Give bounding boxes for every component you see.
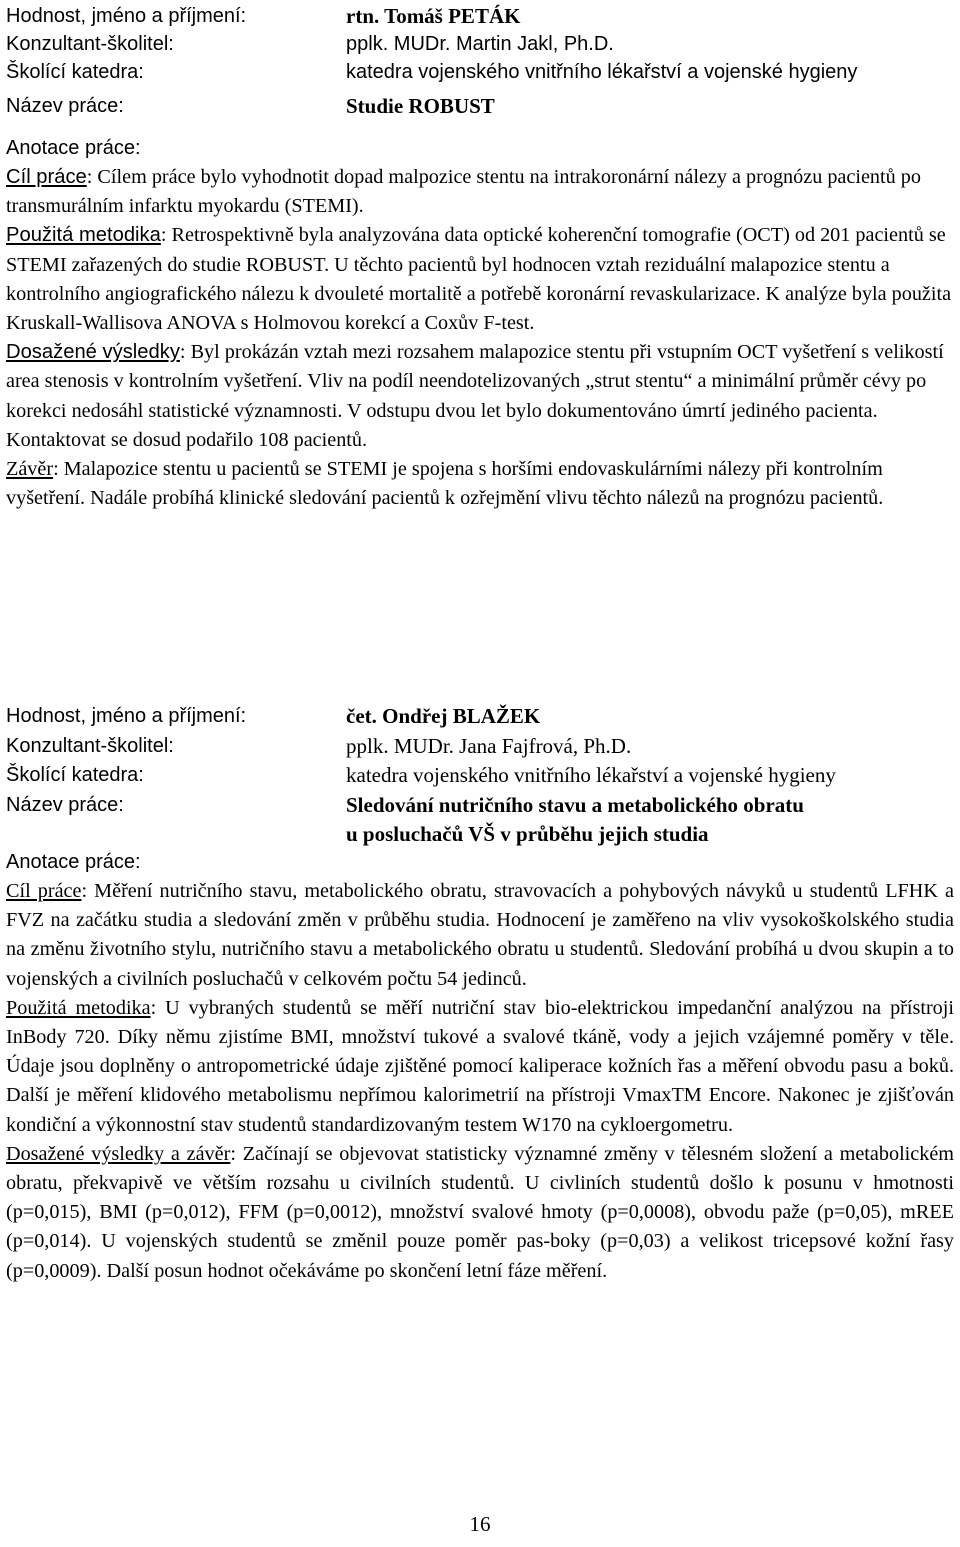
department-row: [6, 761, 956, 789]
department-value: katedra vojenského vnitřního lékařství a vojenské hygieny: [346, 61, 858, 83]
section-text-goal: : Cílem práce bylo vyhodnotit dopad malpozice stentu na intrakoronární nálezy a prognózu pacientů po transmurálním infarktu myokardu (STEMI).: [6, 166, 921, 218]
work-title-line-1: Sledování nutričního stavu a metabolického obratu: [346, 793, 804, 817]
department-label: Školící katedra:: [6, 61, 144, 83]
annotation-heading: Anotace práce:: [6, 137, 141, 159]
section-text-conclusion: : Malapozice stentu u pacientů se STEMI je spojena s horšími endovaskulárními nálezy při kontrolním vyšetření. Nadále probíhá klinické sledování pacientů k ozřejmění vlivu těchto nálezů na prognózu pacientů.: [6, 458, 884, 510]
section-label-results: Dosažené výsledky: [6, 341, 180, 364]
annotation-body: [6, 163, 954, 513]
work-title-line-2: u posluchačů VŠ v průběhu jejich studia: [346, 822, 709, 846]
rank-name-row: [6, 702, 956, 730]
consultant-row: [6, 732, 956, 760]
consultant-value: pplk. MUDr. Martin Jakl, Ph.D.: [346, 33, 614, 55]
rank-name-label: Hodnost, jméno a příjmení:: [6, 5, 247, 27]
consultant-row: [6, 30, 956, 58]
rank-name-value: čet. Ondřej BLAŽEK: [346, 704, 541, 728]
consultant-value: pplk. MUDr. Jana Fajfrová, Ph.D.: [346, 734, 632, 758]
section-text-results: : Začínají se objevovat statisticky významné změny v tělesném složení a metabolickém obratu, překvapivě ve větším rozsahu u civilních studentů. U civliních studentů došlo k posunu v hmotnosti (p=0,015), BMI (p=0,012), FFM (p=0,0012), množství svalové hmoty (p=0,0008), obvodu paže (p=0,05), mREE (p=0,014). U vojenských studentů se změnil pouze poměr pas-boky (p=0,03) a velikost tricepsové kožní řasy (p=0,0009). Další posun hodnot očekáváme po skončení letní fáze měření.: [6, 1142, 954, 1282]
section-text-method: : Retrospektivně byla analyzována data optické koherenční tomografie (OCT) od 201 pacientů se STEMI zařazených do studie ROBUST. U těchto pacientů byl hodnocen vztah reziduální malapozice stentu a kontrolního angiografického nálezu k dvouleté mortalitě a potřebě koronární revaskularizace. K analýze byla použita Kruskall-Wallisova ANOVA s Holmovou korekcí a Coxův F-test.: [6, 224, 952, 335]
section-text-results: : Byl prokázán vztah mezi rozsahem malapozice stentu při vstupním OCT vyšetření s velikostí area stenosis v kontrolním vyšetření. Vliv na podíl neendotelizovaných „strut stentu“ a minimální průměr cévy po korekci nedosáhl statistické významnosti. V odstupu dvou let bylo dokumentováno úmrtí jediného pacienta. Kontaktovat se dosud podařilo 108 pacientů.: [6, 341, 944, 451]
section-text-goal: : Měření nutričního stavu, metabolického obratu, stravovacích a pohybových návyků u studentů LFHK a FVZ na začátku studia a sledování změn v průběhu studia. Hodnocení je zaměřeno na vliv vysokoškolského studia na změnu životního stylu, nutričního stavu a metabolického obratu u studentů. Sledování probíhá u dvou skupin a to vojenských a civilních posluchačů v celkovém počtu 54 jedinců.: [6, 880, 954, 990]
section-label-goal: Cíl práce: [6, 880, 82, 902]
rank-name-value: rtn. Tomáš PETÁK: [346, 4, 521, 28]
page-number: 16: [469, 1512, 491, 1536]
section-label-method: Použitá metodika: [6, 224, 161, 247]
department-value: katedra vojenského vnitřního lékařství a vojenské hygieny: [346, 763, 836, 787]
title-row: [6, 92, 956, 120]
annotation-body: [6, 877, 954, 1286]
rank-name-row: [6, 2, 956, 30]
section-label-results: Dosažené výsledky a závěr: [6, 1142, 231, 1165]
title-label: Název práce:: [6, 95, 124, 117]
work-title: Studie ROBUST: [346, 94, 495, 118]
department-row: [6, 58, 956, 86]
title-row: [6, 791, 956, 819]
section-label-goal: Cíl práce: [6, 166, 87, 188]
consultant-label: Konzultant-školitel:: [6, 33, 174, 55]
section-text-method: : U vybraných studentů se měří nutriční stav bio-elektrickou impedanční analýzou na přístroji InBody 720. Díky němu zjistíme BMI, množství tukové a svalové tkáně, vody a jejich vzájemné poměry v těle. Údaje jsou doplněny o antropometrické údaje zjištěné pomocí kaliperace kožních řas a měření obvodu pasu a boků. Další je měření klidového metabolismu nepřímou kalorimetrií na přístroji VmaxTM Encore. Nakonec je zjišťován kondiční a výkonnostní stav studentů standardizovaným testem W170 na cykloergometru.: [6, 996, 954, 1136]
consultant-label: Konzultant-školitel:: [6, 735, 174, 757]
title-label: Název práce:: [6, 794, 124, 816]
rank-name-label: Hodnost, jméno a příjmení:: [6, 705, 247, 727]
section-label-conclusion: Závěr: [6, 458, 54, 481]
annotation-heading: Anotace práce:: [6, 851, 141, 873]
department-label: Školící katedra:: [6, 764, 144, 786]
title-row-continued: [6, 820, 956, 848]
section-label-method: Použitá metodika: [6, 996, 151, 1019]
